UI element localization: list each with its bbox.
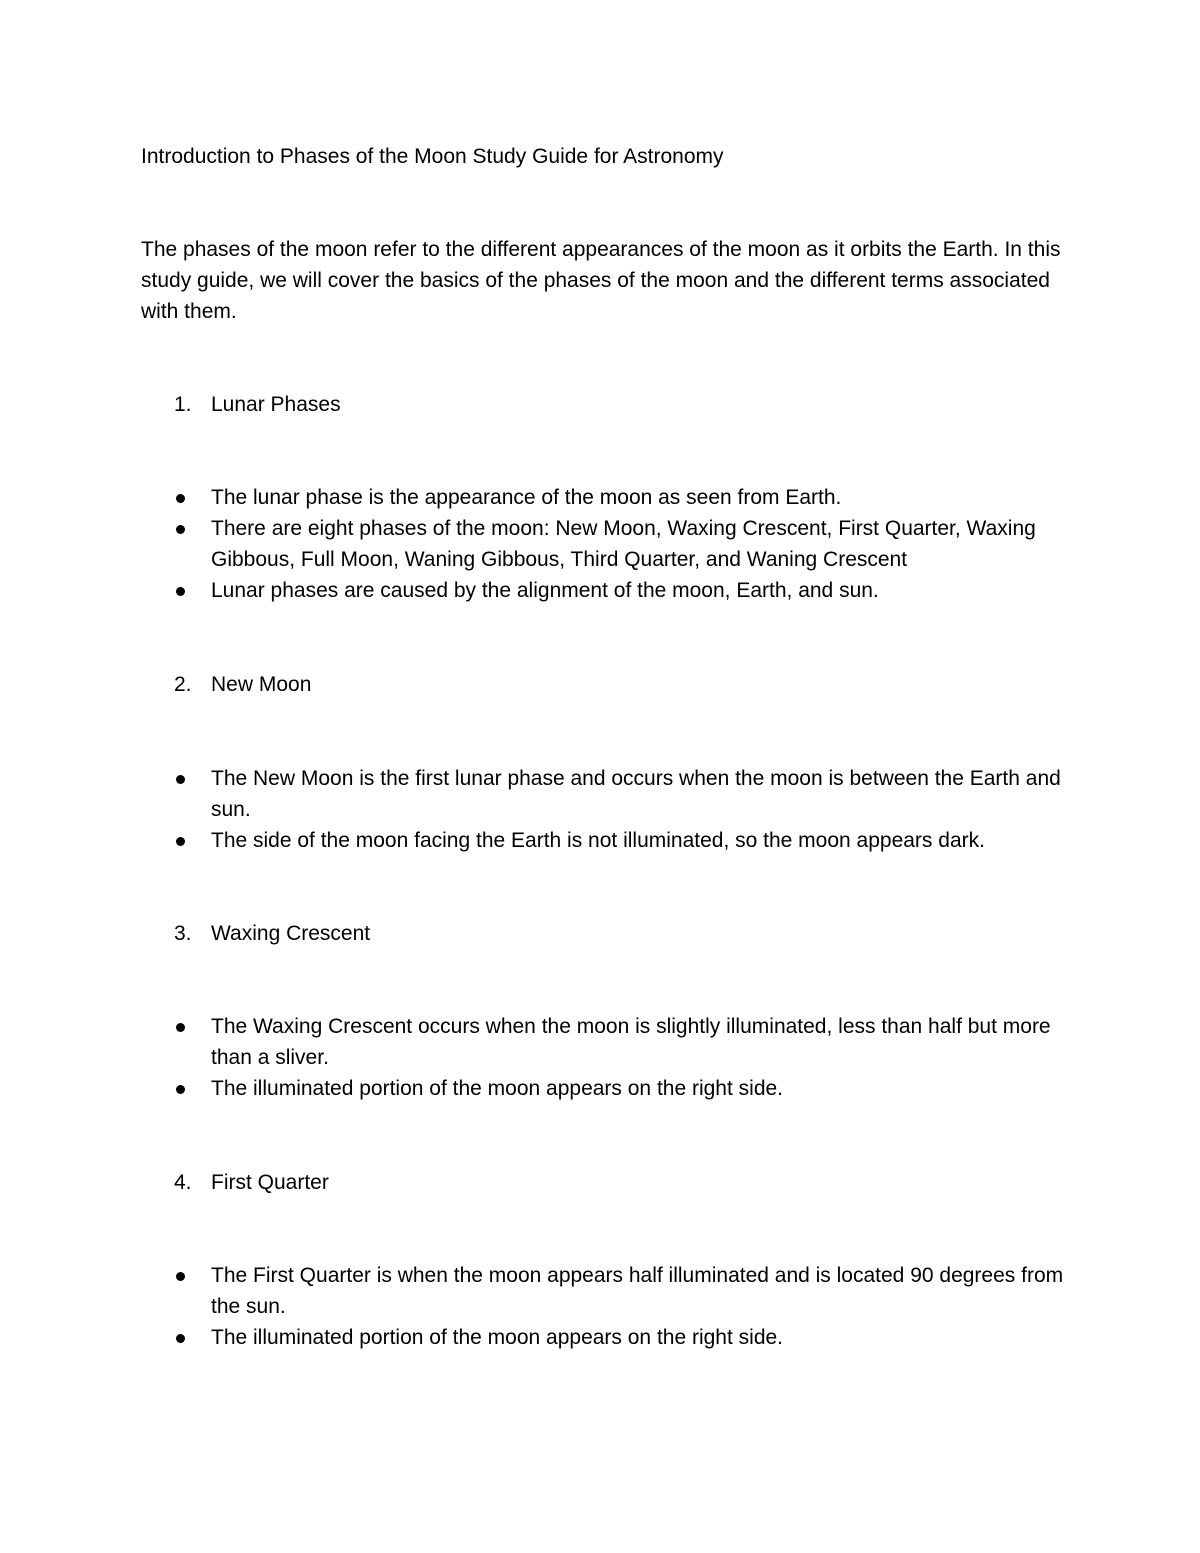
- section-number: 1.: [174, 393, 192, 416]
- list-item: [174, 1011, 1064, 1073]
- section-title: Lunar Phases: [211, 393, 341, 416]
- bullet-list-new-moon: [174, 763, 1064, 856]
- list-item-text: The Waxing Crescent occurs when the moon is slightly illuminated, less than half but more than a sliver.: [211, 1015, 1051, 1069]
- bullet-icon: [174, 1260, 211, 1291]
- section-title: Waxing Crescent: [211, 922, 371, 945]
- list-item-text: The side of the moon facing the Earth is not illuminated, so the moon appears dark.: [211, 829, 985, 852]
- bullet-icon: [174, 575, 211, 606]
- section-heading-new-moon: [174, 669, 1054, 700]
- section-number: 4.: [174, 1171, 192, 1194]
- section-title: New Moon: [211, 673, 312, 696]
- list-item-text: The lunar phase is the appearance of the moon as seen from Earth.: [211, 486, 842, 509]
- list-item: [174, 513, 1064, 575]
- list-item: [174, 482, 1064, 513]
- bullet-icon: [174, 513, 211, 544]
- list-item-text: There are eight phases of the moon: New Moon, Waxing Crescent, First Quarter, Waxing Gibbous, Full Moon, Waning Gibbous, Third Quarter, and Waning Crescent: [211, 517, 1036, 571]
- list-item-text: The First Quarter is when the moon appears half illuminated and is located 90 degrees from the sun.: [211, 1264, 1064, 1318]
- list-item-text: The illuminated portion of the moon appears on the right side.: [211, 1326, 784, 1349]
- section-heading-first-quarter: [174, 1167, 1054, 1198]
- bullet-icon: [174, 1011, 211, 1042]
- section-heading-waxing-crescent: [174, 918, 1054, 949]
- list-item: [174, 825, 1064, 856]
- bullet-icon: [174, 825, 211, 856]
- bullet-list-waxing-crescent: [174, 1011, 1064, 1104]
- section-heading-lunar-phases: [174, 389, 1054, 420]
- section-number: 2.: [174, 673, 192, 696]
- bullet-list-first-quarter: [174, 1260, 1064, 1353]
- list-item: [174, 1073, 1064, 1104]
- section-title: First Quarter: [211, 1171, 329, 1194]
- list-item: [174, 1322, 1064, 1353]
- document-title: Introduction to Phases of the Moon Study Guide for Astronomy: [141, 145, 724, 168]
- bullet-icon: [174, 1322, 211, 1353]
- bullet-list-lunar-phases: [174, 482, 1064, 606]
- list-item: [174, 763, 1064, 825]
- bullet-icon: [174, 763, 211, 794]
- list-item: [174, 1260, 1064, 1322]
- list-item-text: Lunar phases are caused by the alignment of the moon, Earth, and sun.: [211, 579, 879, 602]
- list-item: [174, 575, 1064, 606]
- section-number: 3.: [174, 922, 192, 945]
- intro-paragraph: The phases of the moon refer to the different appearances of the moon as it orbits the Earth. In this study guide, we will cover the basics of the phases of the moon and the different terms associated with them.: [141, 238, 1061, 323]
- list-item-text: The illuminated portion of the moon appears on the right side.: [211, 1077, 784, 1100]
- bullet-icon: [174, 1073, 211, 1104]
- list-item-text: The New Moon is the first lunar phase and occurs when the moon is between the Earth and sun.: [211, 767, 1061, 821]
- bullet-icon: [174, 482, 211, 513]
